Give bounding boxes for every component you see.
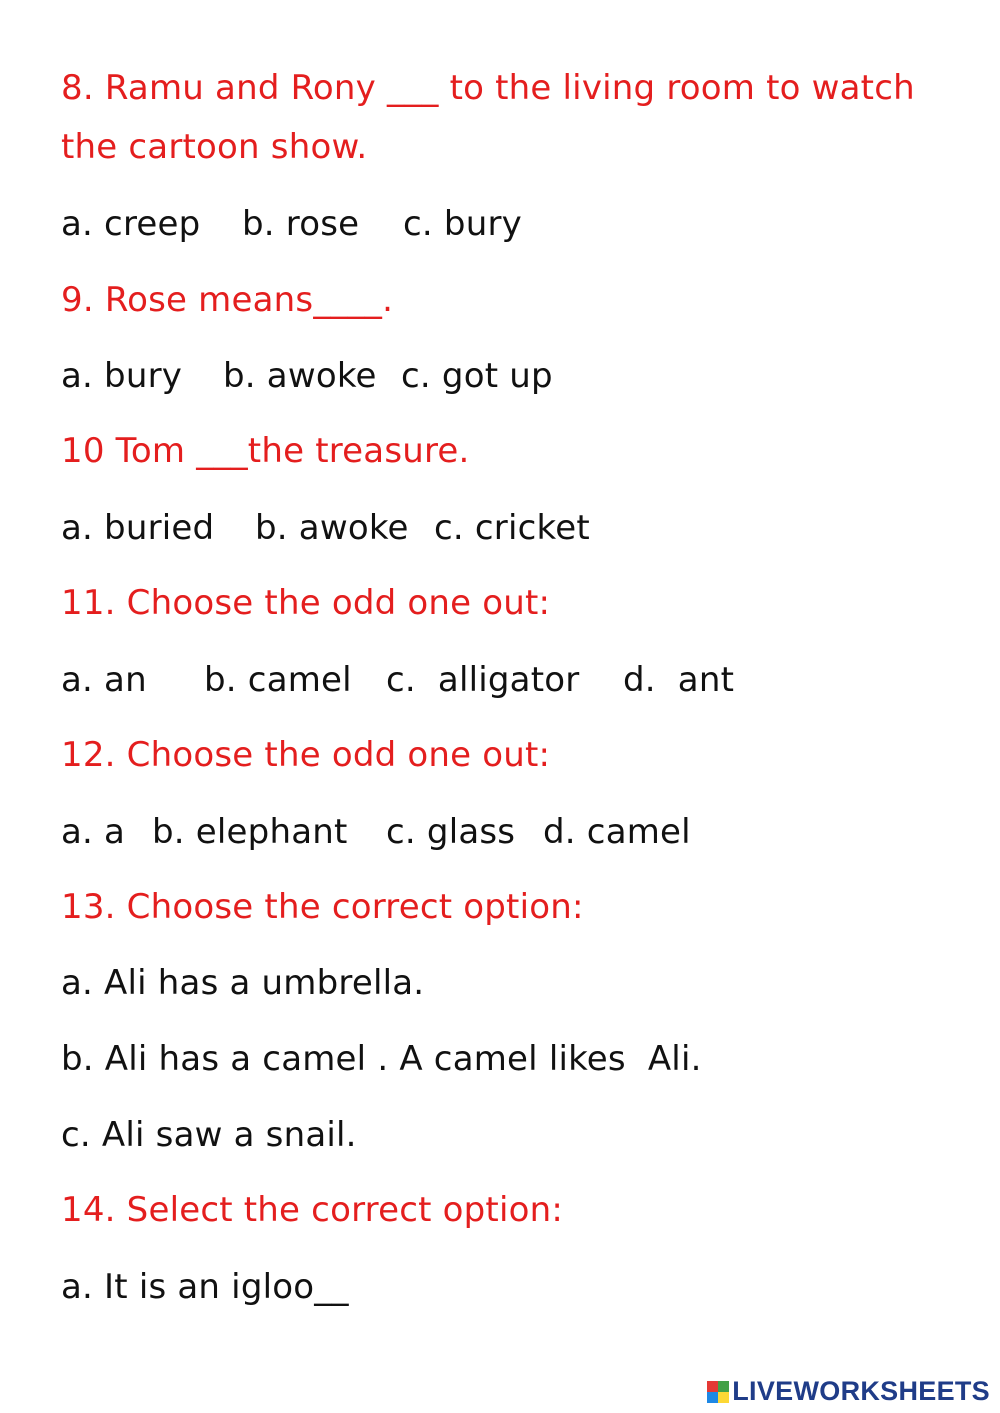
question-14: 14. Select the correct option:: [61, 1190, 564, 1230]
question-11-options: [61, 660, 734, 700]
option-b: b. camel: [204, 660, 352, 700]
question-9: 9. Rose means____.: [61, 280, 394, 320]
liveworksheets-logo-icon: [707, 1381, 729, 1403]
option-c: c. got up: [401, 356, 553, 396]
question-10: 10 Tom ___the treasure.: [61, 431, 470, 471]
question-11: 11. Choose the odd one out:: [61, 583, 551, 623]
option-c: c. cricket: [434, 508, 590, 548]
option-c: c. alligator: [386, 660, 580, 700]
option-b: b. rose: [242, 204, 360, 244]
question-13-option-b: b. Ali has a camel . A camel likes Ali.: [61, 1039, 702, 1079]
option-c: c. glass: [386, 812, 516, 852]
question-10-options: [61, 508, 590, 548]
option-b: b. awoke: [223, 356, 377, 396]
question-8-line-1: 8. Ramu and Rony ___ to the living room to watch: [61, 68, 915, 108]
question-14-option-a: a. It is an igloo__: [61, 1267, 349, 1307]
option-a: a. a: [61, 812, 126, 852]
option-b: b. elephant: [152, 812, 348, 852]
option-b: b. awoke: [255, 508, 409, 548]
question-12: 12. Choose the odd one out:: [61, 735, 551, 775]
option-a: a. buried: [61, 508, 215, 548]
option-a: a. bury: [61, 356, 183, 396]
question-12-options: [61, 812, 691, 852]
option-d: d. ant: [623, 660, 735, 700]
liveworksheets-logo: [707, 1376, 990, 1407]
option-a: a. creep: [61, 204, 201, 244]
question-8-options: [61, 204, 522, 244]
question-9-options: [61, 356, 553, 396]
option-a: a. an: [61, 660, 147, 700]
question-13: 13. Choose the correct option:: [61, 887, 584, 927]
question-13-option-a: a. Ali has a umbrella.: [61, 963, 425, 1003]
logo-text: LIVEWORKSHEETS: [732, 1376, 990, 1406]
question-13-option-c: c. Ali saw a snail.: [61, 1115, 357, 1155]
option-c: c. bury: [403, 204, 522, 244]
option-d: d. camel: [543, 812, 691, 852]
question-8-line-2: the cartoon show.: [61, 127, 368, 167]
